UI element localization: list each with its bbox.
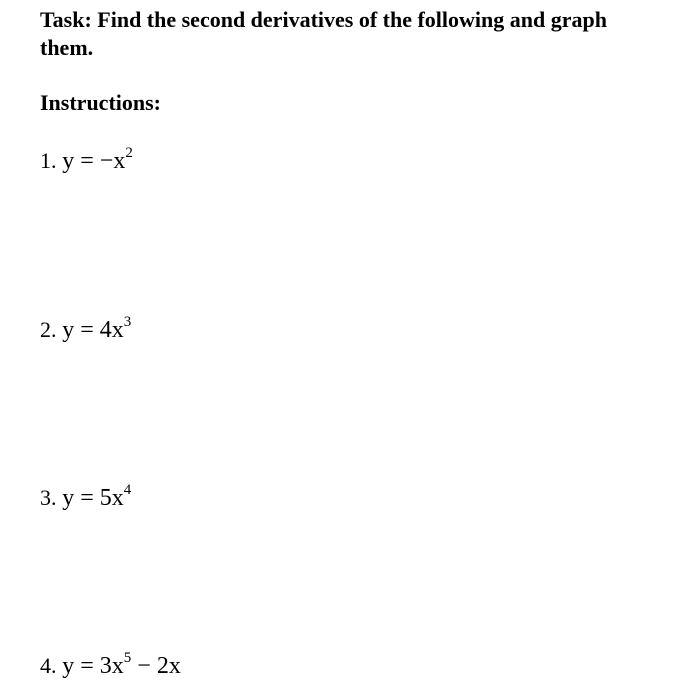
- problem-4-lhs: y =: [62, 653, 100, 679]
- problem-4-base: 3x: [99, 653, 124, 679]
- problem-4-tail: − 2x: [131, 653, 181, 679]
- problem-1-equation: [62, 145, 133, 174]
- problem-4: [40, 651, 181, 681]
- problem-3-lhs: y =: [62, 485, 100, 511]
- problem-2-equation: [62, 314, 132, 343]
- problem-1-exponent: 2: [125, 145, 133, 161]
- instructions-heading: Instructions:: [40, 90, 162, 115]
- problem-3-base: 5x: [99, 485, 124, 511]
- problem-3-exponent: 4: [123, 482, 132, 498]
- problem-1-lhs: y =: [62, 148, 100, 174]
- problem-1-number: 1.: [40, 148, 57, 173]
- task-title: Task: Find the second derivatives of the following and graph them.: [40, 7, 607, 60]
- problem-1-base: −x: [99, 148, 126, 174]
- problem-2-number: 2.: [40, 317, 57, 342]
- problem-2-exponent: 3: [123, 314, 132, 330]
- problem-3-equation: [62, 482, 132, 511]
- problem-4-equation: [62, 650, 181, 679]
- problem-1: [40, 146, 133, 176]
- problem-4-exponent: 5: [123, 650, 132, 666]
- problem-4-number: 4.: [40, 653, 57, 678]
- problem-3: [40, 483, 131, 513]
- problem-2: [40, 315, 131, 345]
- problem-3-number: 3.: [40, 485, 57, 510]
- problem-2-base: 4x: [99, 317, 124, 343]
- problem-2-lhs: y =: [62, 317, 100, 343]
